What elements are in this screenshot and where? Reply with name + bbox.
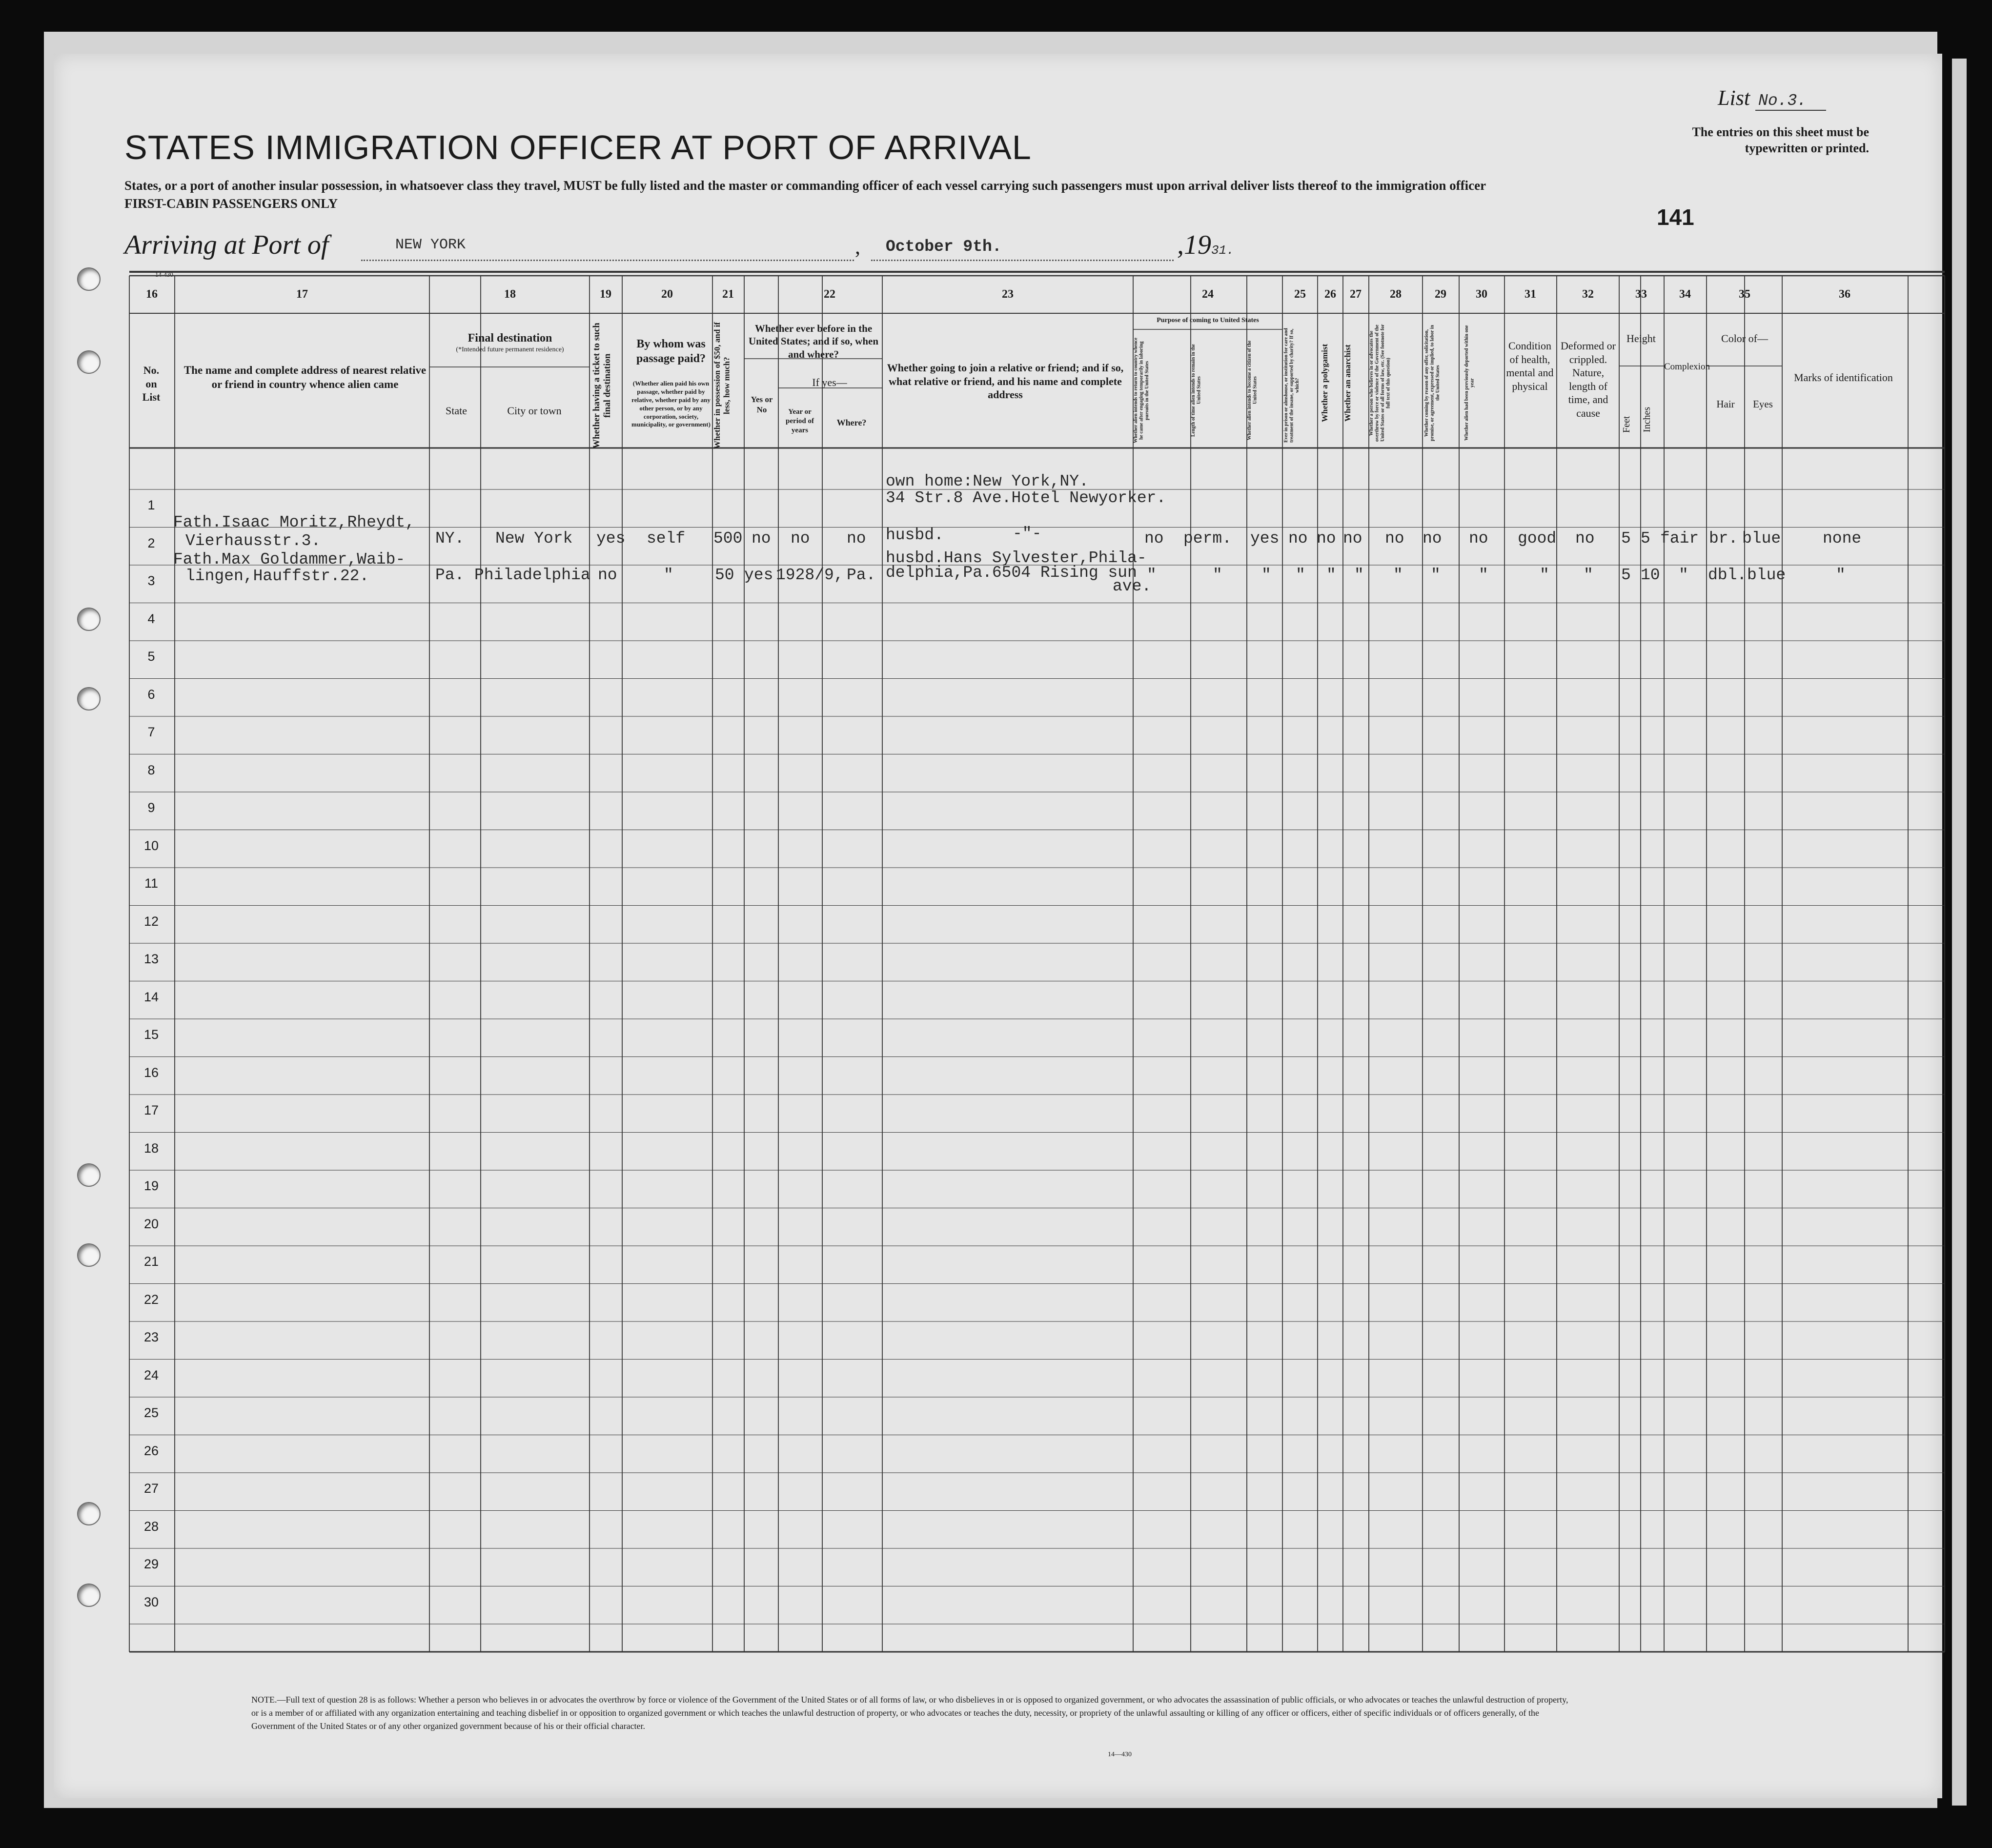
column-number: 35: [1739, 288, 1750, 301]
row3-marks: ": [1836, 566, 1846, 584]
row-number: 9: [147, 800, 155, 815]
row3-before: yes: [744, 566, 773, 584]
row2-deported: no: [1469, 529, 1488, 548]
row1-join-line2: 34 Str.8 Ave.Hotel Newyorker.: [886, 489, 1166, 507]
column-number: 28: [1390, 288, 1402, 301]
header-yes-no: Yes or No: [751, 395, 773, 415]
row3-health: ": [1540, 566, 1549, 584]
header-contract-labor: Whether coming by reason of any offer, solicitation, promise, or agreement, expressed or implied, to labor in the United States: [1424, 325, 1441, 442]
row3-feet: 5: [1621, 566, 1631, 584]
column-number: 29: [1435, 288, 1446, 301]
row3-join-line3: ave.: [1113, 577, 1152, 595]
form-class-line: FIRST-CABIN PASSENGERS ONLY: [124, 196, 338, 211]
header-passage-note: (Whether alien paid his own passage, whether paid by relative, whether paid by any other person, or by any corporation, society, municipality, or government): [631, 380, 711, 428]
header-money: Whether in possession of $50, and if less, how much?: [712, 322, 732, 449]
page-number: 141: [1657, 204, 1694, 230]
row2-year: no: [791, 529, 810, 548]
row2-overthrow: no: [1385, 529, 1404, 548]
column-number: 26: [1324, 288, 1336, 301]
row2-join: husbd.: [886, 526, 944, 544]
header-deported: Whether alien had been previously deported within one year: [1464, 325, 1475, 441]
header-inches: Inches: [1642, 406, 1652, 433]
row2-complexion: fair: [1660, 529, 1699, 548]
column-number: 36: [1839, 288, 1850, 301]
row3-deformed: ": [1584, 566, 1593, 584]
row3-money: 50: [715, 566, 734, 584]
row-number: 4: [147, 611, 155, 626]
row3-join-line2: delphia,Pa.6504 Rising sun: [886, 564, 1137, 582]
header-join-relative: Whether going to join a relative or friend; and if so, what relative or friend, and his name and complete address: [887, 362, 1124, 401]
year-prefix: 19: [1184, 230, 1211, 260]
row2-money: 500: [713, 529, 743, 548]
header-feet: Feet: [1621, 416, 1632, 433]
row3-state: Pa.: [435, 566, 465, 584]
row3-hair: dbl.: [1708, 566, 1747, 584]
header-no-on-list: No. on List: [142, 364, 161, 403]
header-overthrow: Whether a person who believes in or advocates the overthrow by force or violence of the Government of the United States or of all forms of law, etc. (See footnote for full text of this question): [1369, 324, 1391, 442]
arriving-label: Arriving at Port of: [124, 230, 329, 260]
header-where: Where?: [836, 418, 867, 427]
row2-ticket: yes: [596, 529, 626, 548]
row2-eyes: blue: [1742, 529, 1781, 548]
row2-length: perm.: [1183, 529, 1232, 548]
row-number: 25: [143, 1405, 159, 1420]
column-number: 20: [661, 288, 673, 301]
row2-deformed: no: [1575, 529, 1595, 548]
row2-relative-line1: Fath.Isaac Moritz,Rheydt,: [173, 513, 415, 531]
row-number: 3: [147, 573, 155, 588]
column-number: 27: [1350, 288, 1362, 301]
row-number: 1: [147, 498, 155, 512]
header-complexion: Complexion: [1664, 362, 1710, 372]
form-title: STATES IMMIGRATION OFFICER AT PORT OF ARRIVAL: [124, 128, 1032, 166]
row2-return: no: [1144, 529, 1164, 548]
row3-inches: 10: [1641, 566, 1660, 584]
column-number: 21: [722, 288, 734, 301]
column-number: 31: [1524, 288, 1536, 301]
list-value: No.3.: [1755, 92, 1826, 111]
row-number: 30: [143, 1594, 159, 1609]
row2-citizen: yes: [1250, 529, 1280, 548]
row3-year: 1928/9,: [776, 566, 844, 584]
row2-inches: 5: [1641, 529, 1650, 548]
row3-relative-line2: lingen,Hauffstr.22.: [185, 567, 369, 585]
header-purpose: Purpose of coming to United States: [1157, 317, 1259, 324]
row3-join-line1: husbd.Hans Sylvester,Phila-: [886, 549, 1147, 567]
column-number: 24: [1202, 288, 1214, 301]
row3-overthrow: ": [1393, 566, 1403, 584]
row3-citizen: ": [1261, 566, 1271, 584]
row-number: 19: [143, 1178, 159, 1193]
header-destination-note: (*Intended future permanent residence): [456, 346, 564, 353]
row-number: 24: [143, 1367, 159, 1382]
row2-prison: no: [1288, 529, 1308, 548]
column-number: 18: [504, 288, 516, 301]
row-number: 22: [143, 1292, 159, 1307]
row-number: 23: [143, 1330, 159, 1344]
row3-polygamist: ": [1326, 566, 1336, 584]
row-number: 10: [143, 838, 159, 853]
arrival-year: ,1931.: [1177, 230, 1234, 260]
row3-contract: ": [1431, 566, 1441, 584]
row3-city: Philadelphia: [474, 566, 590, 584]
form-id-bottom: 14—430: [1108, 1751, 1132, 1758]
row-number: 21: [143, 1254, 159, 1269]
column-number: 16: [146, 288, 158, 301]
header-city: City or town: [507, 405, 562, 417]
header-state: State: [446, 405, 467, 417]
column-number: 25: [1294, 288, 1306, 301]
column-number: 22: [824, 288, 835, 301]
header-polygamist: Whether a polygamist: [1320, 344, 1329, 423]
header-final-destination: Final destination: [468, 332, 552, 345]
form-id-top: 14-430: [155, 271, 173, 278]
header-length-of-stay: Length of time alien intends to remain in the United States: [1191, 344, 1202, 437]
header-ticket: Whether having a ticket to such final destination: [591, 323, 612, 448]
row2-feet: 5: [1621, 529, 1631, 548]
arrival-port: NEW YORK: [395, 237, 466, 253]
row2-anarchist: no: [1343, 529, 1362, 548]
row-number: 6: [147, 687, 155, 702]
row2-polygamist: no: [1317, 529, 1336, 548]
row3-relative-line1: Fath.Max Goldammer,Waib-: [173, 550, 406, 569]
column-number: 17: [296, 288, 308, 301]
row-number: 2: [147, 535, 155, 550]
row-number: 14: [143, 989, 159, 1004]
row-number: 13: [143, 952, 159, 966]
row-number: 7: [147, 725, 155, 739]
header-color-of: Color of—: [1721, 332, 1768, 345]
header-anarchist: Whether an anarchist: [1343, 344, 1352, 422]
header-if-yes: If yes—: [812, 376, 847, 388]
row2-relative-line2: Vierhausstr.3.: [185, 532, 321, 550]
column-number: 33: [1635, 288, 1647, 301]
row2-marks: none: [1823, 529, 1862, 548]
row2-contract: no: [1423, 529, 1442, 548]
row3-complexion: ": [1679, 566, 1688, 584]
list-label: List: [1718, 86, 1750, 110]
arrival-date: October 9th.: [886, 238, 1002, 256]
row-number: 27: [143, 1481, 159, 1496]
row-number: 12: [143, 914, 159, 929]
row1-join-line1: own home:New York,NY.: [886, 472, 1089, 490]
row3-deported: ": [1479, 566, 1488, 584]
row3-paid-by: ": [664, 566, 673, 584]
row2-before: no: [752, 529, 771, 548]
row2-paid-by: self: [647, 529, 686, 548]
row-number: 8: [147, 762, 155, 777]
row2-hair: br.: [1709, 529, 1738, 548]
row-number: 29: [143, 1557, 159, 1571]
row3-eyes: blue: [1747, 566, 1786, 584]
row3-length: ": [1213, 566, 1222, 584]
row2-where: no: [847, 529, 866, 548]
row2-state: NY.: [435, 529, 465, 548]
instructions: The entries on this sheet must be typewritten or printed.: [1692, 125, 1869, 155]
header-nearest-relative: The name and complete address of nearest relative or friend in country whence alien came: [183, 364, 427, 390]
row-number: 20: [143, 1216, 159, 1231]
header-citizen: Whether alien intends to become a citizen of the United States: [1247, 340, 1258, 441]
row2-join-ditto: -"-: [1013, 525, 1042, 543]
column-number: 19: [600, 288, 611, 301]
header-prison: Ever in prison or almshouse, or institution for care and treatment of the insane, or supported by charity? If so, which?: [1283, 328, 1300, 443]
footnote: NOTE.—Full text of question 28 is as follows: Whether a person who believes in or advocates the overthrow by force or violence of the Government of the United States or of all forms of law, or who disbelieves in or is opposed to organized government, or who advocates the assassination of public officials, or who advocates or teaches the unlawful destruction of property, or is a member of or affiliated with any organization entertaining and teaching disbelief in or opposition to organized government or which teaches the unlawful destruction of property, or who advocates or teaches the duty, necessity, or propriety of the unlawful assaulting or killing of any officer or officers, either of specific individuals or of officers generally, of the Government of the United States or of any other organized government because of his or their official character.: [251, 1695, 1568, 1731]
header-health: Condition of health, mental and physical: [1506, 340, 1554, 392]
header-eyes: Eyes: [1753, 398, 1773, 410]
row-number: 17: [143, 1103, 159, 1117]
row-number: 16: [143, 1065, 159, 1080]
header-year: Year or period of years: [786, 408, 814, 434]
year-suffix: 31.: [1211, 243, 1234, 258]
column-number: 30: [1476, 288, 1487, 301]
row3-ticket: no: [598, 566, 617, 584]
row-number: 11: [144, 876, 159, 891]
row3-where: Pa.: [847, 566, 876, 584]
row2-city: New York: [495, 529, 573, 548]
column-number: 32: [1582, 288, 1594, 301]
header-deformed: Deformed or crippled. Nature, length of time, and cause: [1560, 340, 1616, 419]
row-number: 5: [147, 649, 155, 664]
header-hair: Hair: [1716, 398, 1735, 410]
column-number: 34: [1679, 288, 1691, 301]
row-number: 15: [143, 1027, 159, 1042]
header-height: Height: [1626, 332, 1656, 345]
row-number: 26: [143, 1443, 159, 1458]
row3-return: ": [1147, 566, 1157, 584]
row3-prison: ": [1296, 566, 1305, 584]
row-number: 18: [143, 1140, 159, 1156]
header-marks: Marks of identification: [1794, 371, 1893, 384]
row2-health: good: [1518, 529, 1557, 548]
header-return: Whether alien intends to return to country whence he came after engaging temporarily in laboring pursuits in the United States: [1133, 338, 1150, 444]
comma: ,: [855, 235, 860, 259]
column-number: 23: [1002, 288, 1014, 301]
row-number: 28: [143, 1519, 159, 1534]
header-ever-before: Whether ever before in the United States; and if so, when and where?: [748, 323, 879, 360]
header-passage-paid: By whom was passage paid?: [636, 338, 706, 365]
form-subtitle: States, or a port of another insular possession, in whatsoever class they travel, MUST be fully listed and the master or commanding officer of each vessel carrying such passengers must upon arrival deliver lists thereof to the immigration officer: [124, 178, 1486, 193]
row3-anarchist: ": [1354, 566, 1364, 584]
